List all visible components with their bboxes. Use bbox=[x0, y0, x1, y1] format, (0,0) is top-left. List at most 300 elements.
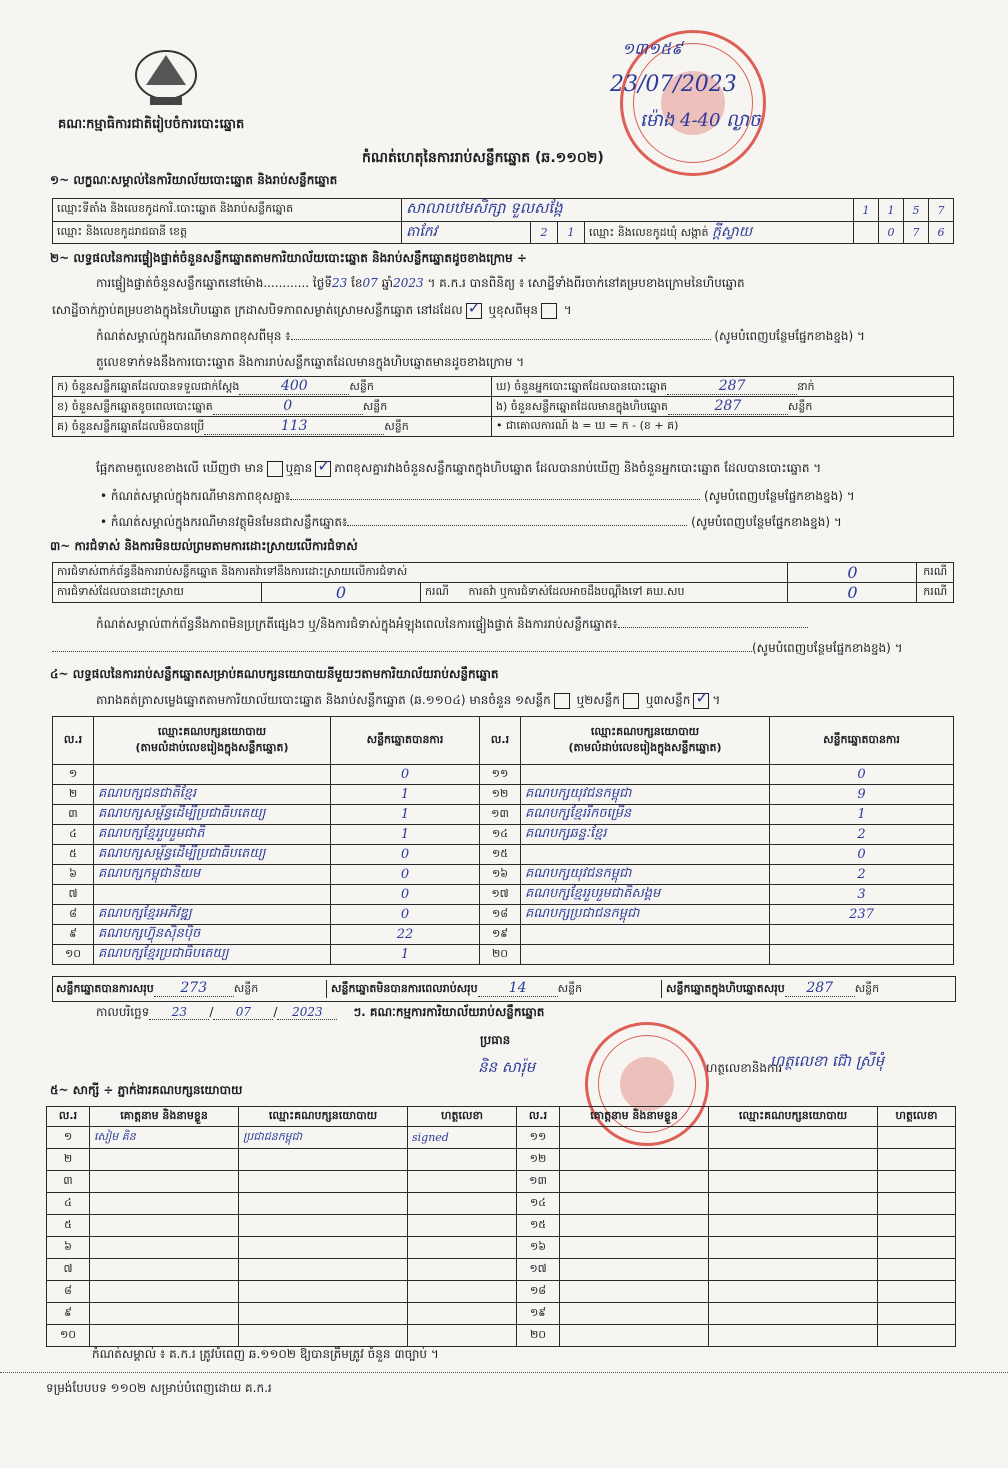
total-invalid-label: សន្លឹកឆ្នោតមិនបានការពេលរាប់សរុប bbox=[331, 982, 478, 995]
witness-name bbox=[560, 1237, 709, 1259]
s1-row1-value: សាលាបឋមសិក្សា ទួលសង្កែ bbox=[402, 199, 854, 222]
witness-sign bbox=[408, 1237, 517, 1259]
witness-no: ២០ bbox=[517, 1325, 560, 1347]
section2-heading: ២~ លទ្ធផលនៃការផ្ទៀងផ្ទាត់ចំនួនសន្លឹកឆ្នោតតាមការិយាល័យបោះឆ្នោត និងរាប់សន្លឹកឆ្នោតដូចខាងក្រោម ÷ bbox=[50, 251, 527, 265]
witness-party bbox=[239, 1149, 408, 1171]
witness-party bbox=[709, 1171, 878, 1193]
s1-code-2: 1 bbox=[878, 199, 903, 222]
party-no: ១៧ bbox=[480, 885, 521, 905]
table-row bbox=[53, 825, 954, 845]
witness-name bbox=[90, 1149, 239, 1171]
s4-totals-row bbox=[52, 976, 956, 1002]
s2-b-label: ខ) ចំនួនសន្លឹកឆ្នោតខូចពេលបោះឆ្នោត bbox=[57, 399, 213, 413]
party-votes: 0 bbox=[331, 905, 480, 925]
party-votes: 3 bbox=[770, 885, 954, 905]
party-votes: 2 bbox=[770, 825, 954, 845]
s2-figures-table bbox=[52, 376, 954, 437]
party-name: គណបក្សខ្មែររួបរួមជាតិសង្គម bbox=[521, 885, 770, 905]
s1-row2-label2: ឈ្មោះ និងលេខកូដឃុំ សង្កាត់ bbox=[589, 226, 709, 239]
party-votes: 0 bbox=[770, 845, 954, 865]
witness-no: ៥ bbox=[47, 1215, 90, 1237]
s3-row2-label: ការជំទាស់ដែលបានដោះស្រាយ bbox=[53, 583, 262, 603]
s2-row-a bbox=[53, 377, 954, 397]
witness-row bbox=[47, 1193, 956, 1215]
witness-sign bbox=[878, 1149, 956, 1171]
party-no: ១០ bbox=[53, 945, 94, 965]
col-no-right: ល.រ bbox=[480, 717, 521, 765]
changed-checkbox[interactable] bbox=[541, 303, 557, 319]
witness-sign bbox=[878, 1215, 956, 1237]
s3-row1-value: 0 bbox=[788, 563, 917, 583]
party-name: គណបក្សប្រជាជនកម្ពុជា bbox=[521, 905, 770, 925]
s2-bullet1: • កំណត់សម្គាល់ក្នុងករណីមានភាពខុសគ្នា៖ bbox=[100, 489, 291, 503]
witness-no: ១៧ bbox=[517, 1259, 560, 1281]
witness-party bbox=[239, 1171, 408, 1193]
witness-no: ១៥ bbox=[517, 1215, 560, 1237]
witness-sign bbox=[878, 1303, 956, 1325]
party-votes: 0 bbox=[331, 885, 480, 905]
col-party-left-title: ឈ្មោះគណបក្សនយោបាយ bbox=[157, 724, 267, 738]
witness-no: ៣ bbox=[47, 1171, 90, 1193]
col-votes-right: សន្លឹកឆ្នោតបានការ bbox=[770, 717, 954, 765]
s1-prov-code-1: 2 bbox=[531, 222, 558, 244]
s2-bullet1-line bbox=[100, 488, 956, 506]
s1-commune-code-1: 0 bbox=[878, 222, 903, 244]
s2-c-label: គ) ចំនួនសន្លឹកឆ្នោតដែលមិនបានប្រើ bbox=[57, 419, 205, 433]
witness-sign bbox=[878, 1237, 956, 1259]
s2-line1-post: ។ គ.ក.រ បានពិនិត្យ ៖ សោដ្ឋីទាំងពីរចាក់នៅគម្របខាងក្រោមនៃហិបឆ្នោត bbox=[427, 276, 745, 290]
party-no: ៨ bbox=[53, 905, 94, 925]
witness-party bbox=[709, 1325, 878, 1347]
witness-row bbox=[47, 1303, 956, 1325]
party-no: ១៥ bbox=[480, 845, 521, 865]
two-sheet-checkbox[interactable] bbox=[623, 693, 639, 709]
w-col-name-right: គោត្តនាម និងនាមខ្លួន bbox=[560, 1107, 709, 1127]
witness-name bbox=[560, 1303, 709, 1325]
witness-sign bbox=[408, 1215, 517, 1237]
total-invalid-unit: សន្លឹក bbox=[557, 982, 583, 995]
s3-row2 bbox=[53, 583, 954, 603]
witness-sign bbox=[408, 1303, 517, 1325]
s4-date-line: កាលបរិច្ឆេទ 23 / 07 / 2023 ៗ. គណៈកម្មការការិយាល័យរាប់សន្លឹកឆ្នោត bbox=[96, 1005, 545, 1019]
witness-name bbox=[560, 1259, 709, 1281]
party-votes: 1 bbox=[770, 805, 954, 825]
witness-name bbox=[560, 1127, 709, 1149]
witness-sign bbox=[878, 1281, 956, 1303]
results-body bbox=[53, 765, 954, 965]
s2-line4: តួលេខទាក់ទងនឹងការបោះឆ្នោត និងការរាប់សន្លឹកឆ្នោតដែលមានក្នុងហិបឆ្នោតមានដូចខាងក្រោម ។ bbox=[96, 355, 525, 369]
nec-emblem-icon bbox=[130, 45, 202, 113]
s2-d-unit: នាក់ bbox=[797, 379, 815, 393]
table-row bbox=[53, 805, 954, 825]
witness-sign bbox=[408, 1325, 517, 1347]
witness-row bbox=[47, 1127, 956, 1149]
s1-row2-label: ឈ្មោះ និងលេខកូដរាជធានី ខេត្ត bbox=[53, 222, 402, 244]
col-party-right-title: ឈ្មោះគណបក្សនយោបាយ bbox=[590, 724, 700, 738]
witness-no: ៨ bbox=[47, 1281, 90, 1303]
s1-code-1: 1 bbox=[853, 199, 878, 222]
w-col-name-left: គោត្តនាម និងនាមខ្លួន bbox=[90, 1107, 239, 1127]
s3-row2-value2: 0 bbox=[788, 583, 917, 603]
received-time: ម៉ោង 4-40 ល្ងាច bbox=[640, 110, 761, 131]
s2-line1 bbox=[96, 275, 745, 293]
party-votes: 1 bbox=[331, 785, 480, 805]
party-name: គណបក្សកម្ពុជានិយម bbox=[94, 865, 331, 885]
witness-sign bbox=[408, 1171, 517, 1193]
s2-line2: សោដ្ឋីចាក់ភ្ជាប់គម្របខាងក្នុងនៃហិបឆ្នោត ក្រដាសបិទភាពសម្ងាត់ស្រោមសន្លឹកឆ្នោត នៅដដែល✓ ឬខុសពីមុន ។ bbox=[52, 302, 572, 320]
s2-d-label: ឃ) ចំនួនអ្នកបោះឆ្នោតដែលបានបោះឆ្នោត bbox=[496, 379, 668, 393]
s2-line5-mid: ឬគ្មាន bbox=[285, 461, 313, 475]
witness-party bbox=[709, 1281, 878, 1303]
s2-fill-note-3: (សូមបំពេញបន្ថែមផ្នែកខាងខ្នង) ។ bbox=[691, 515, 842, 529]
section3-table bbox=[52, 562, 954, 603]
table-row bbox=[53, 785, 954, 805]
party-no: ២ bbox=[53, 785, 94, 805]
s2-day: 23 bbox=[331, 276, 348, 290]
witness-sign bbox=[878, 1259, 956, 1281]
party-votes bbox=[770, 945, 954, 965]
witness-no: ១៩ bbox=[517, 1303, 560, 1325]
w-col-sign-right: ហត្ថលេខា bbox=[878, 1107, 956, 1127]
witness-sign bbox=[878, 1193, 956, 1215]
witness-sign bbox=[408, 1149, 517, 1171]
party-votes: 0 bbox=[770, 765, 954, 785]
party-name: គណបក្សខ្មែររីកចម្រើន bbox=[521, 805, 770, 825]
witness-party bbox=[239, 1303, 408, 1325]
s4-date-label: កាលបរិច្ឆេទ bbox=[96, 1005, 150, 1019]
party-name: គណបក្សឆន្ទៈខ្មែរ bbox=[521, 825, 770, 845]
form-version: ទម្រង់បែបបទ ១១០២ សម្រាប់បំពេញដោយ គ.ក.រ bbox=[46, 1381, 272, 1395]
party-name bbox=[94, 885, 331, 905]
s1-prov-code-2: 1 bbox=[558, 222, 585, 244]
table-row bbox=[53, 925, 954, 945]
table-row bbox=[53, 865, 954, 885]
total-box-unit: សន្លឹក bbox=[854, 982, 880, 995]
s2-line2-text: សោដ្ឋីចាក់ភ្ជាប់គម្របខាងក្នុងនៃហិបឆ្នោត ក្រដាសបិទភាពសម្ងាត់ស្រោមសន្លឹកឆ្នោត នៅដដែល bbox=[52, 303, 463, 317]
s3-row2-unit2: ករណី bbox=[917, 583, 954, 603]
witness-no: ២ bbox=[47, 1149, 90, 1171]
party-votes: 9 bbox=[770, 785, 954, 805]
s2-year: 2023 bbox=[393, 276, 424, 290]
witness-sign bbox=[408, 1281, 517, 1303]
s3-note-text: កំណត់សម្គាល់ពាក់ព័ន្ធនឹងភាពមិនប្រក្រតីផ្សេងៗ ឬ/និងការជំទាស់ក្នុងអំឡុងពេលនៃការផ្ទៀងផ្ទាត់ និងការរាប់សន្លឹកឆ្នោត៖ bbox=[96, 617, 618, 631]
witness-table bbox=[46, 1106, 956, 1347]
s2-row-c bbox=[53, 417, 954, 437]
s2-bullet2: • កំណត់សម្គាល់ក្នុងករណីមានវត្ថុមិនមែនជាសន្លឹកឆ្នោត៖ bbox=[100, 515, 348, 529]
section1-table bbox=[52, 198, 954, 244]
party-name bbox=[94, 765, 331, 785]
party-no: ៩ bbox=[53, 925, 94, 945]
witness-no: ១៤ bbox=[517, 1193, 560, 1215]
witness-name bbox=[90, 1171, 239, 1193]
witness-party bbox=[239, 1193, 408, 1215]
party-votes: 22 bbox=[331, 925, 480, 945]
party-name: គណបក្សយុវជនកម្ពុជា bbox=[521, 865, 770, 885]
witness-name bbox=[90, 1303, 239, 1325]
party-votes: 1 bbox=[331, 825, 480, 845]
witness-name bbox=[90, 1281, 239, 1303]
s1-code-4: 7 bbox=[928, 199, 953, 222]
divider bbox=[0, 1372, 1008, 1373]
witness-name bbox=[560, 1193, 709, 1215]
witness-no: ៤ bbox=[47, 1193, 90, 1215]
s2-e-label: ង) ចំនួនសន្លឹកឆ្នោតដែលមានក្នុងហិបឆ្នោត bbox=[496, 399, 668, 413]
results-header-row bbox=[53, 717, 954, 765]
s1-commune-code-2: 7 bbox=[903, 222, 928, 244]
witness-row bbox=[47, 1215, 956, 1237]
table-row bbox=[53, 765, 954, 785]
s2-fill-note-2: (សូមបំពេញបន្ថែមផ្នែកខាងខ្នង) ។ bbox=[704, 489, 855, 503]
witness-row bbox=[47, 1171, 956, 1193]
s2-e-unit: សន្លឹក bbox=[787, 399, 813, 413]
party-name: គណបក្សខ្មែរប្រជាធិបតេយ្យ bbox=[94, 945, 331, 965]
witness-party bbox=[239, 1215, 408, 1237]
party-name: គណបក្សសម្ព័ន្ធដើម្បីប្រជាធិបតេយ្យ bbox=[94, 845, 331, 865]
s2-row-b bbox=[53, 397, 954, 417]
party-results-table bbox=[52, 716, 954, 965]
s2-a-label: ក) ចំនួនសន្លឹកឆ្នោតដែលបានទទួលជាក់ស្តែង bbox=[57, 379, 240, 393]
witness-row bbox=[47, 1281, 956, 1303]
witness-row bbox=[47, 1149, 956, 1171]
s1-code-3: 5 bbox=[903, 199, 928, 222]
party-votes: 2 bbox=[770, 865, 954, 885]
s2-a-value: 400 bbox=[280, 377, 308, 394]
witness-no: ១១ bbox=[517, 1127, 560, 1149]
s2-line5-pre: ផ្អែកតាមតួលេខខាងលើ ឃើញថា មាន bbox=[96, 461, 264, 475]
s4-intro: តារាងគត់ត្រាសម្លេងឆ្នោតតាមការិយាល័យបោះឆ្នោត និងរាប់សន្លឹកឆ្នោត (ឆ.១១០៤) មានចំនួន ១សន្លឹក ឬ២សន្លឹក ឬ៣សន្លឹក✓ ។ bbox=[96, 692, 720, 710]
witness-name bbox=[560, 1215, 709, 1237]
witness-sign bbox=[408, 1193, 517, 1215]
s2-d-value: 287 bbox=[718, 377, 746, 394]
col-party-left bbox=[94, 717, 331, 765]
chair-signature: ហត្ថលេខា ជ៊ោ ស្រីមុំ bbox=[770, 1052, 884, 1070]
witness-no: ១០ bbox=[47, 1325, 90, 1347]
s3-note-line2 bbox=[52, 640, 956, 658]
s1-commune-code-3: 6 bbox=[928, 222, 953, 244]
s2-line5 bbox=[96, 460, 821, 478]
col-party-left-sub: (តាមលំដាប់លេខរៀងក្នុងសន្លឹកឆ្នោត) bbox=[135, 740, 289, 754]
party-no: ១៩ bbox=[480, 925, 521, 945]
witness-sign bbox=[878, 1171, 956, 1193]
party-no: ២០ bbox=[480, 945, 521, 965]
witness-no: ១២ bbox=[517, 1149, 560, 1171]
unchanged-checkbox[interactable] bbox=[466, 303, 482, 319]
total-valid-label: សន្លឹកឆ្នោតបានការសរុប bbox=[56, 982, 154, 995]
col-party-right-sub: (តាមលំដាប់លេខរៀងក្នុងសន្លឹកឆ្នោត) bbox=[568, 740, 722, 754]
party-votes: 237 bbox=[770, 905, 954, 925]
chair-name: និន សារ៉ុម bbox=[478, 1058, 536, 1076]
chair-sign-label: ហត្ថលេខានិងការ bbox=[706, 1061, 783, 1075]
party-name bbox=[521, 945, 770, 965]
total-box-label: សន្លឹកឆ្នោតក្នុងហិបឆ្នោតសរុប bbox=[666, 982, 785, 995]
s2-c-unit: សន្លឹក bbox=[384, 419, 409, 433]
party-name: គណបក្សជនជាតិខ្មែរ bbox=[94, 785, 331, 805]
s2-fill-note: (សូមបំពេញបន្ថែមផ្នែកខាងខ្នង) ។ bbox=[714, 329, 865, 343]
table-row bbox=[53, 845, 954, 865]
s3-row2-unit: ករណី bbox=[425, 584, 449, 598]
party-no: ១៦ bbox=[480, 865, 521, 885]
witness-name bbox=[90, 1193, 239, 1215]
has-difference-checkbox[interactable] bbox=[267, 461, 283, 477]
party-no: ១១ bbox=[480, 765, 521, 785]
witness-sign bbox=[878, 1325, 956, 1347]
col-no-left: ល.រ bbox=[53, 717, 94, 765]
table-row bbox=[53, 905, 954, 925]
party-name: គណបក្សខ្មែររួបរួមជាតិ bbox=[94, 825, 331, 845]
table-row bbox=[53, 885, 954, 905]
s2-e-value: 287 bbox=[714, 397, 742, 414]
total-box-cell bbox=[662, 980, 879, 998]
party-no: ៤ bbox=[53, 825, 94, 845]
total-invalid-value: 14 bbox=[508, 980, 527, 996]
s2-formula: • ជាគោលការណ៍ ង = ឃ = ក - (ខ + គ) bbox=[496, 418, 679, 432]
col-votes-left: សន្លឹកឆ្នោតបានការ bbox=[331, 717, 480, 765]
party-votes: 1 bbox=[331, 945, 480, 965]
w-col-party-right: ឈ្មោះគណបក្សនយោបាយ bbox=[709, 1107, 878, 1127]
no-difference-checkbox[interactable] bbox=[315, 461, 331, 477]
s3-row2-value: 0 bbox=[262, 583, 421, 603]
party-name: គណបក្សខ្មែរអភិវឌ្ឍ bbox=[94, 905, 331, 925]
witness-no: ១៣ bbox=[517, 1171, 560, 1193]
s4-date-month: 07 bbox=[235, 1005, 252, 1019]
witness-party bbox=[709, 1237, 878, 1259]
witness-party: ប្រជាជនកម្ពុជា bbox=[239, 1127, 408, 1149]
s2-bullet2-line bbox=[100, 514, 956, 532]
witness-name bbox=[560, 1149, 709, 1171]
table-row bbox=[53, 945, 954, 965]
party-no: ៣ bbox=[53, 805, 94, 825]
total-box-value: 287 bbox=[806, 980, 834, 996]
s4-date-year: 2023 bbox=[292, 1005, 323, 1019]
witness-name bbox=[560, 1171, 709, 1193]
party-name bbox=[521, 925, 770, 945]
col-party-right bbox=[521, 717, 770, 765]
party-no: ៧ bbox=[53, 885, 94, 905]
party-name bbox=[521, 845, 770, 865]
party-votes: 1 bbox=[331, 805, 480, 825]
witness-row bbox=[47, 1259, 956, 1281]
party-no: ១ bbox=[53, 765, 94, 785]
s3-row2-label2: ការតវ៉ា ឬការជំទាស់ដែលអាចដឹងបណ្តឹងទៅ គឃ.សប bbox=[468, 584, 685, 598]
party-no: ៦ bbox=[53, 865, 94, 885]
witness-party bbox=[239, 1325, 408, 1347]
witness-party bbox=[239, 1259, 408, 1281]
s2-b-unit: សន្លឹក bbox=[362, 399, 388, 413]
witness-name bbox=[90, 1259, 239, 1281]
s2-line5-post: ភាពខុសគ្នារវាងចំនួនសន្លឹកឆ្នោតក្នុងហិបឆ្នោត ដែលបានរាប់ឃើញ និងចំនួនអ្នកបោះឆ្នោត ដែលបានបោះឆ្នោត ។ bbox=[334, 461, 822, 475]
party-name: គណបក្សយុវជនកម្ពុជា bbox=[521, 785, 770, 805]
party-votes: 0 bbox=[331, 865, 480, 885]
party-no: ១៣ bbox=[480, 805, 521, 825]
w-col-no-right: ល.រ bbox=[517, 1107, 560, 1127]
s2-c-value: 113 bbox=[280, 417, 308, 434]
s2-b-value: 0 bbox=[283, 397, 293, 414]
section1-heading: ១~ លក្ខណៈសម្គាល់នៃការិយាល័យបោះឆ្នោត និងរាប់សន្លឹកឆ្នោត bbox=[50, 173, 338, 187]
witness-row bbox=[47, 1325, 956, 1347]
witness-sign bbox=[878, 1127, 956, 1149]
received-date: 23/07/2023 bbox=[610, 72, 737, 97]
w-col-party-left: ឈ្មោះគណបក្សនយោបាយ bbox=[239, 1107, 408, 1127]
party-votes: 0 bbox=[331, 845, 480, 865]
s3-fill-note: (សូមបំពេញបន្ថែមផ្នែកខាងខ្នង) ។ bbox=[752, 641, 903, 655]
witness-name bbox=[90, 1215, 239, 1237]
received-code: ១៣១៥៩ bbox=[622, 39, 683, 58]
total-invalid-cell bbox=[327, 980, 662, 998]
s1-row2-right bbox=[585, 222, 854, 244]
party-name: គណបក្សហ៊្វុនស៊ិនប៉ិច bbox=[94, 925, 331, 945]
witness-row bbox=[47, 1237, 956, 1259]
s2-line3-text: កំណត់សម្គាល់ក្នុងករណីមានភាពខុសពីមុន ៖ bbox=[96, 329, 291, 343]
witness-no: ១ bbox=[47, 1127, 90, 1149]
witness-party bbox=[709, 1149, 878, 1171]
s2-line1-pre: ការផ្ទៀងផ្ទាត់ចំនួនសន្លឹកឆ្នោតនៅម៉ោង............ ថ្ងៃទី bbox=[96, 276, 332, 290]
s3-row1-unit: ករណី bbox=[917, 563, 954, 583]
s3-row1-label: ការជំទាស់ពាក់ព័ន្ធនឹងការរាប់សន្លឹកឆ្នោត និងការតវ៉ាទៅនឹងការដោះស្រាយលើការជំទាស់ bbox=[53, 563, 788, 583]
s4-intro-opt3: ឬ៣សន្លឹក bbox=[645, 693, 691, 707]
total-valid-value: 273 bbox=[180, 980, 208, 996]
s3-row1 bbox=[53, 563, 954, 583]
s2-month-label: ខែ bbox=[351, 276, 363, 290]
party-votes: 0 bbox=[331, 765, 480, 785]
s2-line3 bbox=[96, 328, 956, 346]
total-valid-unit: សន្លឹក bbox=[233, 982, 259, 995]
witness-no: ៦ bbox=[47, 1237, 90, 1259]
party-no: ១៤ bbox=[480, 825, 521, 845]
section4-heading: ៤~ លទ្ធផលនៃការរាប់សន្លឹកឆ្នោតសម្រាប់គណបក្សនយោបាយនីមួយៗតាមការិយាល័យរាប់សន្លឹកឆ្នោត bbox=[50, 667, 499, 681]
s1-row2-value: តាកែវ bbox=[402, 222, 531, 244]
one-sheet-checkbox[interactable] bbox=[554, 693, 570, 709]
three-sheet-checkbox[interactable] bbox=[693, 693, 709, 709]
w-col-sign-left: ហត្ថលេខា bbox=[408, 1107, 517, 1127]
witness-name bbox=[90, 1237, 239, 1259]
s4-sign-org: ៗ. គណៈកម្មការការិយាល័យរាប់សន្លឹកឆ្នោត bbox=[353, 1005, 545, 1019]
witness-party bbox=[709, 1303, 878, 1325]
chair-label: ប្រធាន bbox=[480, 1033, 511, 1047]
party-name: គណបក្សសម្ព័ន្ធដើម្បីប្រជាធិបតេយ្យ bbox=[94, 805, 331, 825]
witness-no: ៩ bbox=[47, 1303, 90, 1325]
s2-month: 07 bbox=[362, 276, 378, 290]
party-no: ១២ bbox=[480, 785, 521, 805]
section3-heading: ៣~ ការជំទាស់ និងការមិនយល់ព្រមតាមការដោះស្រាយលើការជំទាស់ bbox=[50, 539, 358, 553]
witness-header-row bbox=[47, 1107, 956, 1127]
witness-party bbox=[239, 1281, 408, 1303]
witness-party bbox=[239, 1237, 408, 1259]
s4-date-day: 23 bbox=[171, 1005, 187, 1019]
s1-row2-value2: ក្តីស្វាយ bbox=[712, 224, 753, 240]
witness-body bbox=[47, 1127, 956, 1347]
witness-party bbox=[709, 1259, 878, 1281]
s2-a-unit: សន្លឹក bbox=[349, 379, 374, 393]
witness-no: ៧ bbox=[47, 1259, 90, 1281]
witness-name bbox=[560, 1281, 709, 1303]
party-votes bbox=[770, 925, 954, 945]
witness-sign: signed bbox=[408, 1127, 517, 1149]
footnote: កំណត់សម្គាល់ ៖ គ.ក.រ ត្រូវបំពេញ ឆ.១១០២ ឱ្យបានត្រឹមត្រូវ ចំនួន ៣ច្បាប់ ។ bbox=[92, 1347, 439, 1361]
form-title: កំណត់ហេតុនៃការរាប់សន្លឹកឆ្នោត (ឆ.១១០២) bbox=[362, 150, 604, 166]
w-col-no-left: ល.រ bbox=[47, 1107, 90, 1127]
party-name bbox=[521, 765, 770, 785]
org-name: គណៈកម្មាធិការជាតិរៀបចំការបោះឆ្នោត bbox=[58, 117, 245, 132]
section5-heading: ៥~ សាក្សី ÷ ភ្នាក់ងារគណបក្សនយោបាយ bbox=[50, 1083, 243, 1097]
party-no: ១៨ bbox=[480, 905, 521, 925]
witness-party bbox=[709, 1215, 878, 1237]
s1-blank bbox=[853, 222, 878, 244]
s2-line2-opt2: ឬខុសពីមុន bbox=[488, 303, 538, 317]
s3-note bbox=[96, 616, 808, 634]
party-no: ៥ bbox=[53, 845, 94, 865]
witness-name bbox=[90, 1325, 239, 1347]
s1-row1-label: ឈ្មោះទីតាំង និងលេខកូដការិ.បោះឆ្នោត និងរាប់សន្លឹកឆ្នោត bbox=[53, 199, 402, 222]
